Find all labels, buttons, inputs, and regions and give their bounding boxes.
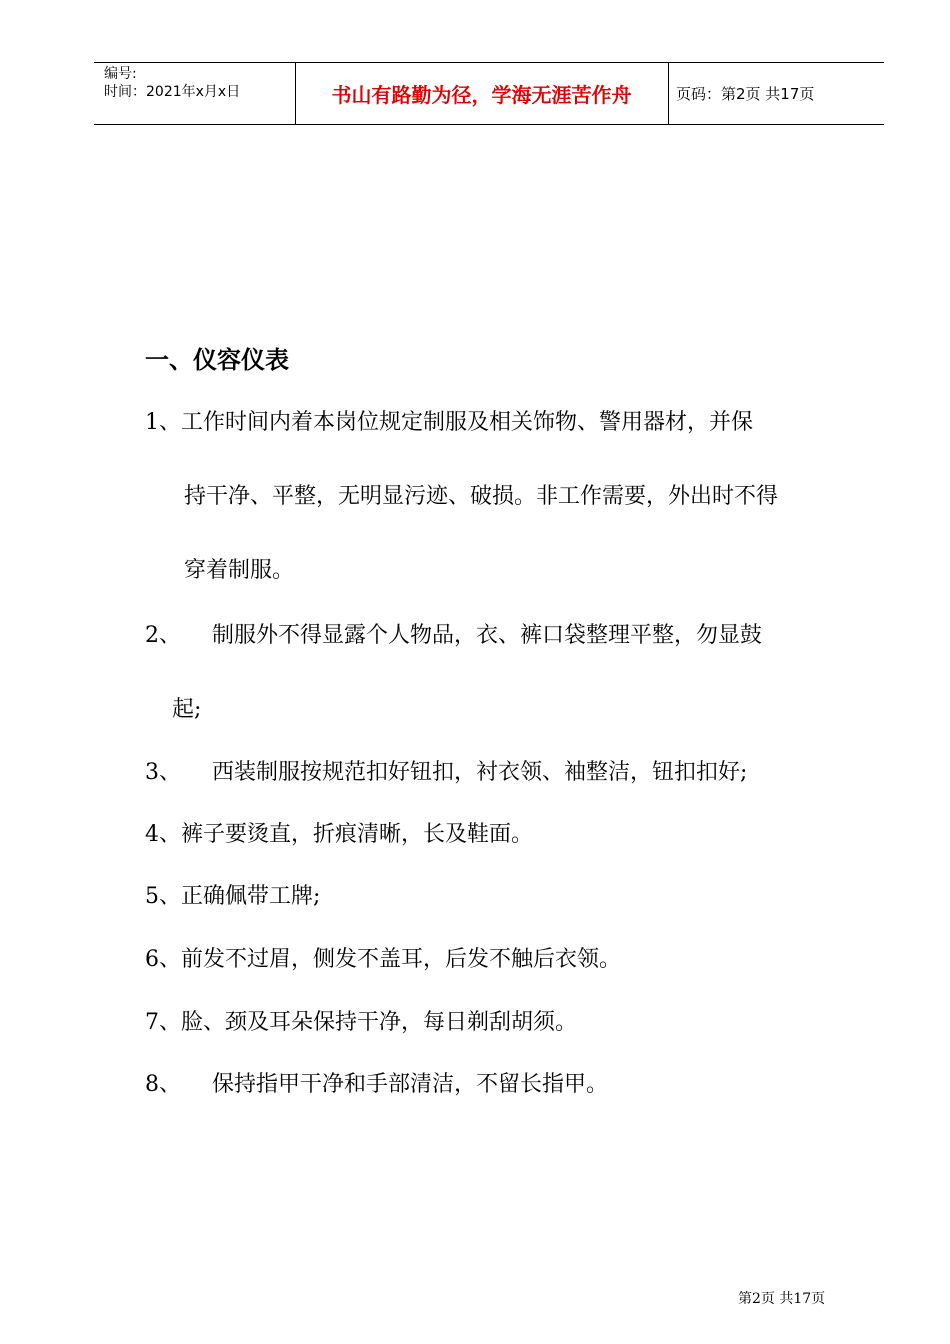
- item-number: 1、: [145, 410, 181, 435]
- item-text: 正确佩带工牌;: [181, 884, 321, 909]
- item-text: 西装制服按规范扣好钮扣，衬衣领、袖整洁，钮扣扣好;: [212, 760, 748, 785]
- item-number: 4、: [145, 822, 181, 847]
- list-item: [145, 882, 320, 912]
- item-text: 保持指甲干净和手部清洁，不留长指甲。: [212, 1072, 609, 1097]
- page-header: [94, 62, 884, 125]
- item-text: 前发不过眉，侧发不盖耳，后发不触后衣领。: [181, 947, 622, 972]
- item-text: 工作时间内着本岗位规定制服及相关饰物、警用器材，并保: [181, 410, 754, 435]
- header-motto: 书山有路勤为径，学海无涯苦作舟: [331, 83, 632, 107]
- item-number: 6、: [145, 947, 181, 972]
- list-item: [145, 945, 621, 975]
- item-text: 制服外不得显露个人物品，衣、裤口袋整理平整，勿显鼓: [212, 623, 763, 648]
- list-item: [145, 1070, 608, 1100]
- item-number: 5、: [145, 884, 181, 909]
- item-continuation: 起;: [172, 697, 202, 722]
- list-item: [145, 621, 762, 651]
- list-item: [145, 408, 753, 438]
- list-item: [145, 758, 747, 788]
- list-item: [145, 820, 533, 850]
- item-text: 裤子要烫直，折痕清晰，长及鞋面。: [181, 822, 534, 847]
- item-number: 7、: [145, 1010, 181, 1035]
- item-continuation: 穿着制服。: [184, 558, 295, 583]
- item-continuation: 持干净、平整，无明显污迹、破损。非工作需要，外出时不得: [184, 484, 779, 509]
- page-footer: 第2页 共17页: [738, 1291, 826, 1307]
- item-number: 8、: [145, 1072, 181, 1097]
- header-page-info: 页码：第2页 共17页: [676, 85, 815, 103]
- serial-label: 编号:: [104, 66, 137, 82]
- header-meta: [104, 65, 240, 101]
- item-number: 2、: [145, 623, 181, 648]
- item-text: 脸、颈及耳朵保持干净，每日剃刮胡须。: [181, 1010, 578, 1035]
- list-item: [145, 1008, 577, 1038]
- section-heading: 一、仪容仪表: [145, 346, 289, 374]
- time-label: 时间：2021年x月x日: [104, 84, 241, 100]
- header-divider: [668, 63, 669, 124]
- item-number: 3、: [145, 760, 181, 785]
